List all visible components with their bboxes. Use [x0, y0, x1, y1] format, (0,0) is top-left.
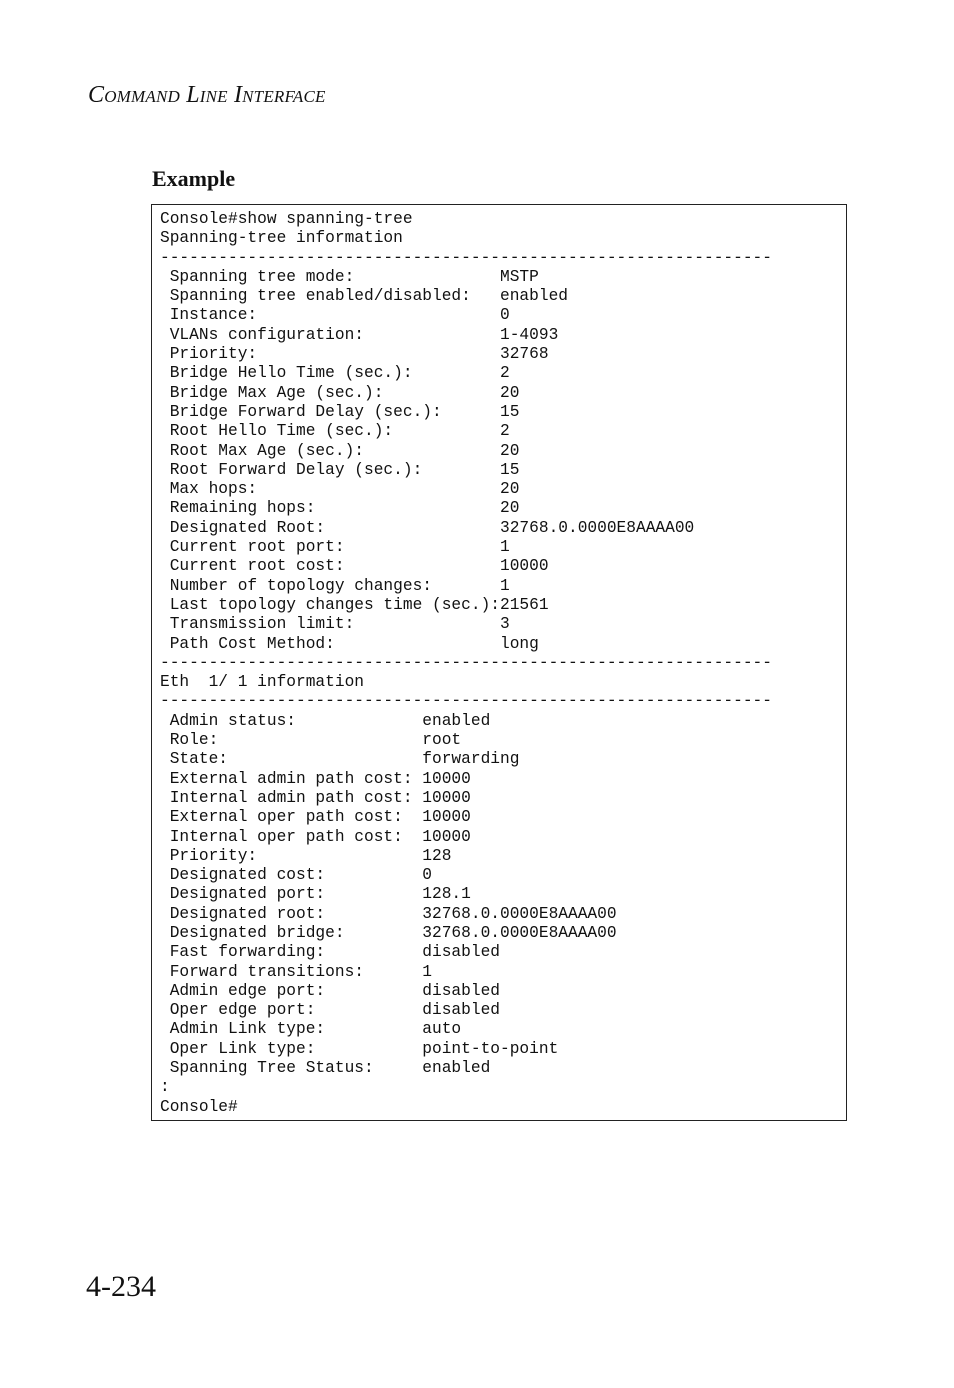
- console-line: Designated bridge: 32768.0.0000E8AAAA00: [160, 923, 617, 942]
- console-output-box: [151, 204, 847, 1121]
- console-line: External admin path cost: 10000: [160, 769, 471, 788]
- console-line: Remaining hops: 20: [160, 499, 520, 518]
- console-line: Designated Root: 32768.0.0000E8AAAA00: [160, 518, 695, 537]
- console-line: Designated root: 32768.0.0000E8AAAA00: [160, 904, 617, 923]
- console-line: Internal admin path cost: 10000: [160, 788, 471, 807]
- console-line: Transmission limit: 3: [160, 615, 510, 634]
- console-line: Designated port: 128.1: [160, 885, 471, 904]
- console-line: Bridge Max Age (sec.): 20: [160, 383, 520, 402]
- console-line: Admin status: enabled: [160, 711, 491, 730]
- console-line: Forward transitions: 1: [160, 962, 432, 981]
- console-line: Priority: 32768: [160, 345, 549, 364]
- console-line: ---------------------------------------------------------------: [160, 248, 772, 267]
- console-line: State: forwarding: [160, 750, 520, 769]
- console-line: Max hops: 20: [160, 480, 520, 499]
- console-line: Spanning tree mode: MSTP: [160, 267, 539, 286]
- console-line: Spanning-tree information: [160, 229, 403, 248]
- page-number: 4-234: [86, 1270, 156, 1303]
- console-line: Root Max Age (sec.): 20: [160, 441, 520, 460]
- console-line: Fast forwarding: disabled: [160, 943, 500, 962]
- console-line: ---------------------------------------------------------------: [160, 653, 772, 672]
- console-line: Oper edge port: disabled: [160, 1001, 500, 1020]
- console-line: Admin Link type: auto: [160, 1020, 462, 1039]
- console-line: VLANs configuration: 1-4093: [160, 325, 559, 344]
- console-line: :: [160, 1078, 170, 1097]
- console-line: Internal oper path cost: 10000: [160, 827, 471, 846]
- console-line: Console#show spanning-tree: [160, 210, 413, 228]
- console-line: Bridge Hello Time (sec.): 2: [160, 364, 510, 383]
- console-output: [160, 210, 772, 1117]
- console-line: Eth 1/ 1 information: [160, 673, 364, 692]
- console-line: Root Hello Time (sec.): 2: [160, 422, 510, 441]
- console-line: Spanning Tree Status: enabled: [160, 1059, 491, 1078]
- console-line: Console#: [160, 1097, 238, 1116]
- console-line: Spanning tree enabled/disabled: enabled: [160, 287, 568, 306]
- console-line: Bridge Forward Delay (sec.): 15: [160, 402, 520, 421]
- console-line: Instance: 0: [160, 306, 510, 325]
- console-line: Designated cost: 0: [160, 866, 432, 885]
- console-line: Path Cost Method: long: [160, 634, 539, 653]
- console-line: Current root cost: 10000: [160, 557, 549, 576]
- console-line: Oper Link type: point-to-point: [160, 1039, 559, 1058]
- console-line: Current root port: 1: [160, 538, 510, 557]
- console-line: Role: root: [160, 731, 462, 750]
- console-line: Admin edge port: disabled: [160, 981, 500, 1000]
- console-line: ---------------------------------------------------------------: [160, 692, 772, 711]
- running-header: Command Line Interface: [88, 82, 326, 108]
- console-line: Priority: 128: [160, 846, 452, 865]
- console-line: Last topology changes time (sec.):21561: [160, 595, 549, 614]
- console-line: External oper path cost: 10000: [160, 808, 471, 827]
- section-heading: Example: [152, 166, 236, 191]
- console-line: Number of topology changes: 1: [160, 576, 510, 595]
- console-line: Root Forward Delay (sec.): 15: [160, 460, 520, 479]
